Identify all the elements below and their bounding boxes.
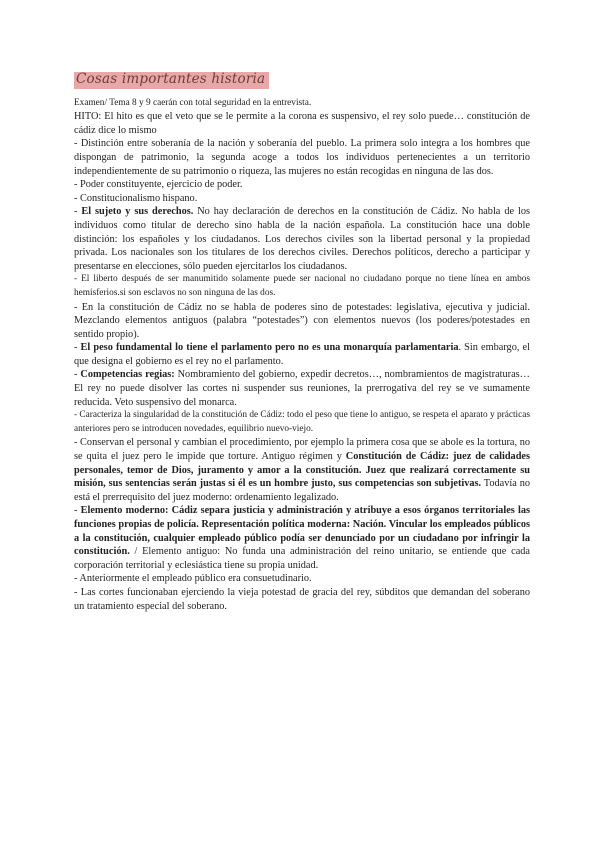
text-run: - [74, 505, 81, 517]
text-run: HITO: El hito es que el veto que se le permite a la corona es suspensivo, el rey solo puede… constitución de cádiz dice lo mismo [74, 111, 530, 136]
document-page [74, 72, 530, 613]
text-run: Nombramiento del gobierno, expedir decretos…, nombramientos de magistraturas… El rey no puede disolver las cortes ni suspender sus reuniones, la prerrogativa del rey se ve sumamente reducida. Veto suspensivo del monarca. [74, 369, 530, 408]
text-run: - Distinción entre soberanía de la nación y soberanía del pueblo. La primera solo integra a los hombres que dispongan de patrimonio, la segunda acoge a todos los individuos pertenecientes a un territorio independientemente de su patrimonio o riqueza, las mujeres no están recogidas en ninguna de las dos. [74, 138, 530, 177]
title-wrap [74, 72, 530, 89]
paragraph [74, 572, 530, 586]
paragraph [74, 137, 530, 178]
paragraph [74, 586, 530, 613]
bold-text: Competencias regias: [80, 369, 175, 381]
paragraph [74, 341, 530, 368]
text-run: - El liberto después de ser manumitido solamente puede ser nacional no ciudadano porque no tiene línea en ambos hemisferios.si son esclavos no son ninguna de las dos. [74, 274, 530, 298]
paragraph [74, 504, 530, 572]
paragraph [74, 110, 530, 137]
subtitle: Examen/ Tema 8 y 9 caerán con total seguridad en la entrevista. [74, 97, 312, 108]
text-run: . Sin embargo, el que designa el gobierno es el rey no el parlamento. [74, 342, 530, 367]
text-run: - Las cortes funcionaban ejerciendo la vieja potestad de gracia del rey, súbditos que demandan del soberano un tratamiento especial del soberano. [74, 586, 530, 612]
text-run: - Conservan el personal y cambian el procedimiento, por ejemplo la primera cosa que se abole es la tortura, no se quita el juez pero le impide que torture. Antiguo régimen y [74, 437, 530, 463]
document-body [74, 110, 530, 613]
text-run: Todavía no está el prerrequisito del juez moderno: ordenamiento legalizado. [74, 478, 530, 503]
paragraph [74, 436, 530, 504]
text-run: - [74, 206, 82, 218]
text-run: - En la constitución de Cádiz no se habla de poderes sino de potestades: legislativa, ejecutiva y judicial. Mezclando elementos antiguos (palabra “potestades”) con elementos nuevos (los poderes/potestades en sentido propio). [74, 301, 530, 340]
text-run: No hay declaración de derechos en la constitución de Cádiz. No habla de los individuos como titular de derecho sino habla de la nación española. La constitución hace una doble distinción: los españoles y los ciudadanos. Los derechos civiles son la libertad personal y la propiedad privada. Los nacionales son los titulares de los derechos civiles. Derechos políticos, derecho a participar y presentarse en elecciones, sólo pueden ejercitarlos los ciudadanos. [74, 206, 530, 272]
paragraph [74, 301, 530, 342]
paragraph [74, 205, 530, 273]
bold-text: El peso fundamental lo tiene el parlamento pero no es una monarquía parlamentaria [80, 342, 459, 354]
paragraph [74, 273, 530, 300]
bold-text: Constitución de Cádiz: juez de calidades personales, temor de Dios, juramento y amor a la constitución. Juez que realizará correctamente su misión, sus sentencias serán justas si él es un hombre justo, sus competencias son subjetivas. [74, 451, 531, 490]
paragraph [74, 192, 530, 206]
text-run: - [74, 342, 81, 354]
paragraph [74, 178, 530, 192]
text-run: / Elemento antiguo: No funda una administración del reino unitario, se entiende que cada corporación territorial y eclesiástica tiene su propia unidad. [74, 546, 530, 571]
bold-text: El sujeto y sus derechos. [81, 206, 194, 218]
text-run: - Constitucionalismo hispano. [74, 192, 198, 204]
text-run: - [74, 369, 81, 381]
bold-text: Elemento moderno: Cádiz separa justicia y administración y atribuye a esos órganos territoriales las funciones propias de policía. Representación política moderna: Nación. Vincular los empleados públicos a la constitución, cualquier empleado público podía ser denunciado por un ciudadano por infringir la constitución. [74, 505, 530, 558]
paragraph [74, 368, 530, 409]
text-run: - Anteriormente el empleado público era consuetudinario. [74, 573, 312, 585]
paragraph [74, 409, 530, 436]
highlighted-title: Cosas importantes historia [74, 72, 269, 89]
text-run: - Poder constituyente, ejercicio de poder. [74, 179, 243, 191]
text-run: - Caracteriza la singularidad de la constitución de Cádiz: todo el peso que tiene lo antiguo, se respeta el aparato y prácticas anteriores pero se introducen novedades, equilibrio nuevo-viejo. [74, 410, 530, 434]
